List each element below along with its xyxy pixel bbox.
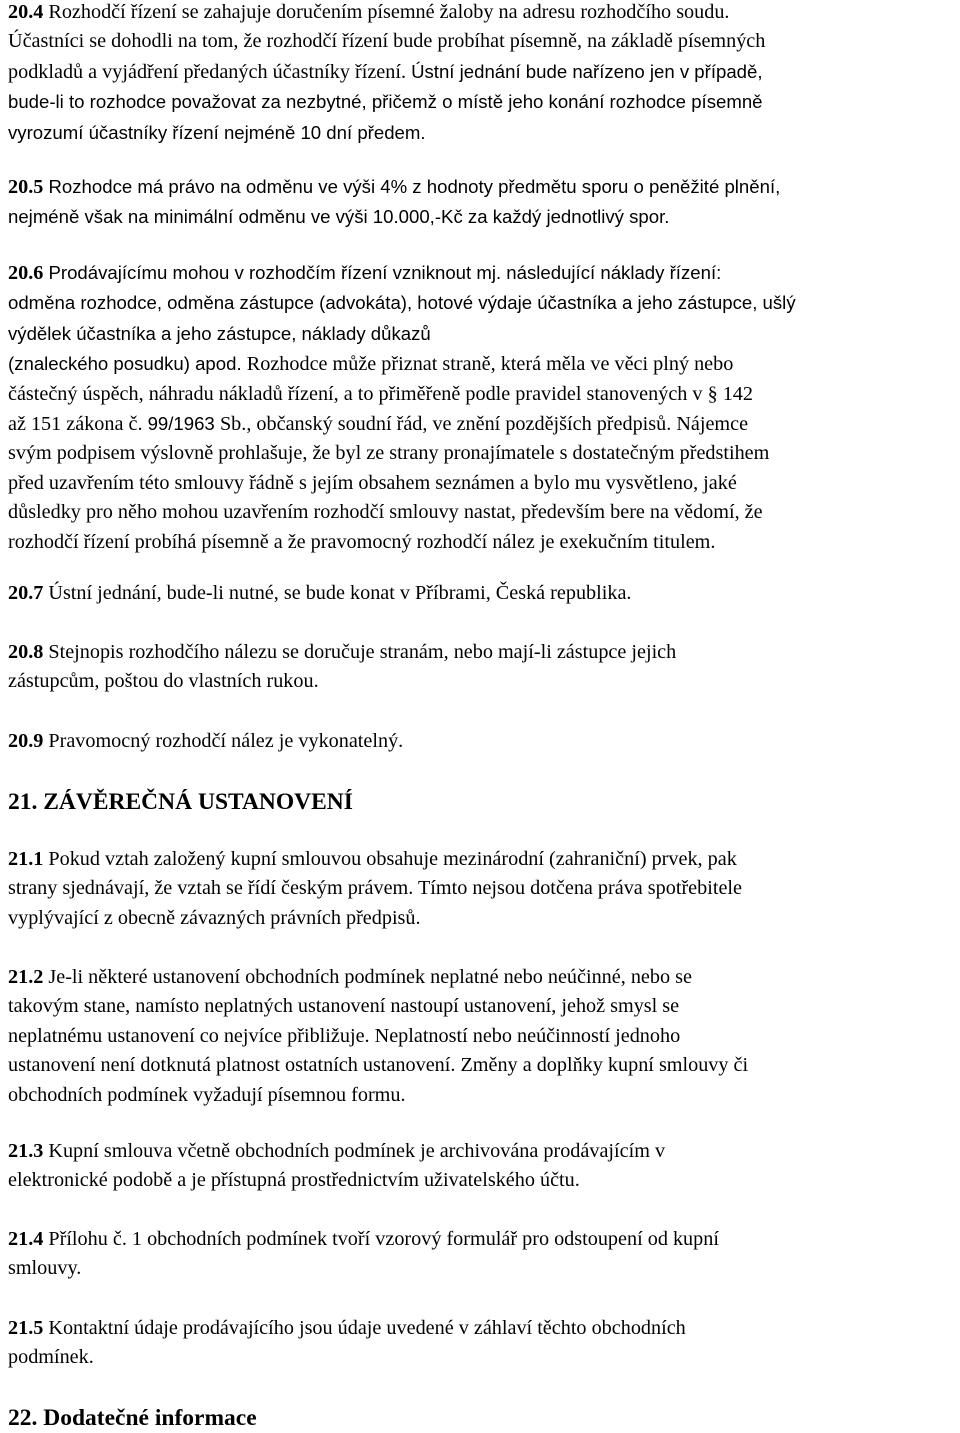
- text-line: [8, 258, 796, 288]
- line-text: výdělek účastníka a jeho zástupce, náklady důkazů: [8, 322, 431, 344]
- text-line: [8, 1166, 665, 1195]
- section-number: 21.1: [8, 848, 44, 870]
- text-line: [8, 288, 796, 318]
- line-text: 99/1963: [147, 413, 220, 435]
- paragraph-21-3: [8, 1137, 665, 1196]
- section-number: 20.9: [8, 730, 44, 752]
- line-text: Pravomocný rozhodčí nález je vykonatelný.: [43, 730, 404, 752]
- line-text: odměna rozhodce, odměna zástupce (advokáta), hotové výdaje účastníka a jeho zástupce, ušlý: [8, 292, 796, 314]
- line-text: Kontaktní údaje prodávajícího jsou údaje uvedené v záhlaví těchto obchodních: [43, 1317, 686, 1339]
- text-line: [8, 439, 796, 468]
- text-line: [8, 528, 796, 557]
- text-line: [8, 1022, 748, 1051]
- section-number: 20.7: [8, 582, 44, 604]
- text-line: [8, 874, 742, 903]
- section-number: 20.6: [8, 262, 44, 284]
- text-line: [8, 319, 796, 349]
- line-text: ustanovení není dotknutá platnost ostatních ustanovení. Změny a doplňky kupní smlouvy či: [8, 1054, 749, 1077]
- text-line: [8, 349, 796, 379]
- section-heading-22: 22. Dodatečné informace: [8, 1405, 257, 1431]
- line-text: Ústní jednání, bude-li nutné, se bude konat v Příbrami, Česká republika.: [43, 582, 632, 604]
- text-line: [8, 118, 765, 148]
- section-number: 20.8: [8, 641, 44, 663]
- text-line: [8, 579, 631, 608]
- line-text: neplatnému ustanovení co nejvíce přibližuje. Neplatností nebo neúčinností jednoho: [8, 1024, 681, 1047]
- section-number: 20.5: [8, 176, 44, 198]
- line-text: před uzavřením této smlouvy řádně s jejím obsahem seznámen a bylo mu vysvětleno, jaké: [8, 471, 737, 494]
- text-line: [8, 0, 765, 27]
- text-line: [8, 202, 780, 232]
- text-line: [8, 409, 796, 439]
- section-number: 21.3: [8, 1140, 44, 1162]
- line-text: zástupcům, poštou do vlastních rukou.: [8, 670, 319, 693]
- text-line: [8, 57, 765, 87]
- text-line: [8, 1314, 686, 1343]
- paragraph-21-4: [8, 1225, 719, 1284]
- text-line: [8, 1081, 748, 1110]
- line-text: Rozhodčí řízení se zahajuje doručením písemné žaloby na adresu rozhodčího soudu.: [43, 1, 730, 23]
- line-text: Je-li některé ustanovení obchodních podmínek neplatné nebo neúčinné, nebo se: [43, 966, 692, 988]
- text-line: [8, 1254, 719, 1283]
- line-text: Sb., občanský soudní řád, ve znění pozdějších předpisů. Nájemce: [219, 413, 749, 436]
- line-text: Kupní smlouva včetně obchodních podmínek je archivována prodávajícím v: [43, 1140, 666, 1162]
- text-line: [8, 963, 748, 992]
- text-line: [8, 172, 780, 202]
- text-line: [8, 1225, 719, 1254]
- line-text: vyrozumí účastníky řízení nejméně 10 dní předem.: [8, 121, 426, 143]
- section-number: 21.4: [8, 1228, 44, 1250]
- text-line: [8, 469, 796, 498]
- section-number: 21.2: [8, 966, 44, 988]
- line-text: Účastníci se dohodli na tom, že rozhodčí řízení bude probíhat písemně, na základě písemných: [8, 30, 766, 53]
- text-line: [8, 845, 742, 874]
- text-line: [8, 638, 676, 667]
- line-text: až 151 zákona č.: [8, 413, 148, 436]
- line-text: Stejnopis rozhodčího nálezu se doručuje stranám, nebo mají-li zástupce jejich: [43, 641, 677, 663]
- line-text: elektronické podobě a je přístupná prostřednictvím uživatelského účtu.: [8, 1169, 580, 1192]
- paragraph-20-8: [8, 638, 676, 697]
- paragraph-20-6: [8, 258, 796, 557]
- paragraph-21-1: [8, 845, 742, 933]
- text-line: [8, 667, 676, 696]
- line-text: obchodních podmínek vyžadují písemnou formu.: [8, 1083, 406, 1106]
- line-text: částečný úspěch, náhradu nákladů řízení, a to přiměřeně podle pravidel stanovených v § 142: [8, 382, 753, 405]
- line-text: podkladů a vyjádření předaných účastníky řízení.: [8, 60, 412, 83]
- line-text: Rozhodce má právo na odměnu ve výši 4% z hodnoty předmětu sporu o peněžité plnění,: [43, 176, 781, 197]
- line-text: nejméně však na minimální odměnu ve výši 10.000,-Kč za každý jednotlivý spor.: [8, 206, 670, 228]
- paragraph-20-9: [8, 727, 403, 756]
- paragraph-20-4: [8, 0, 765, 148]
- line-text: vyplývající z obecně závazných právních předpisů.: [8, 906, 421, 929]
- text-line: [8, 498, 796, 527]
- text-line: [8, 87, 765, 117]
- paragraph-21-5: [8, 1314, 686, 1373]
- text-line: [8, 1051, 748, 1080]
- line-text: Prodávajícímu mohou v rozhodčím řízení vzniknout mj. následující náklady řízení:: [43, 262, 722, 283]
- section-number: 20.4: [8, 1, 44, 23]
- text-line: [8, 904, 742, 933]
- section-heading-21: 21. ZÁVĚREČNÁ USTANOVENÍ: [8, 789, 353, 815]
- line-text: Přílohu č. 1 obchodních podmínek tvoří vzorový formulář pro odstoupení od kupní: [43, 1228, 719, 1250]
- line-text: Ústní jednání bude nařízeno jen v případě,: [411, 60, 763, 82]
- text-line: [8, 1137, 665, 1166]
- paragraph-20-5: [8, 172, 780, 233]
- text-line: [8, 380, 796, 409]
- line-text: důsledky pro něho mohou uzavřením rozhodčí smlouvy nastat, především bere na vědomí, že: [8, 501, 763, 524]
- paragraph-21-2: [8, 963, 748, 1110]
- line-text: podmínek.: [8, 1346, 94, 1369]
- text-line: [8, 27, 765, 56]
- line-text: Pokud vztah založený kupní smlouvou obsahuje mezinárodní (zahraniční) prvek, pak: [43, 848, 737, 870]
- line-text: bude-li to rozhodce považovat za nezbytné, přičemž o místě jeho konání rozhodce písemně: [8, 91, 763, 113]
- line-text: smlouvy.: [8, 1257, 82, 1280]
- text-line: [8, 992, 748, 1021]
- line-text: takovým stane, namísto neplatných ustanovení nastoupí ustanovení, jehož smysl se: [8, 995, 680, 1018]
- line-text: svým podpisem výslovně prohlašuje, že byl ze strany pronajímatele s dostatečným předstihem: [8, 442, 770, 465]
- line-text: (znaleckého posudku) apod.: [8, 353, 247, 375]
- paragraph-20-7: [8, 579, 631, 608]
- line-text: strany sjednávají, že vztah se řídí českým právem. Tímto nejsou dotčena práva spotřebitele: [8, 877, 742, 900]
- section-number: 21.5: [8, 1317, 44, 1339]
- text-line: [8, 727, 403, 756]
- line-text: rozhodčí řízení probíhá písemně a že pravomocný rozhodčí nález je exekučním titulem.: [8, 530, 716, 553]
- text-line: [8, 1343, 686, 1372]
- line-text: Rozhodce může přiznat straně, která měla ve věci plný nebo: [246, 353, 734, 376]
